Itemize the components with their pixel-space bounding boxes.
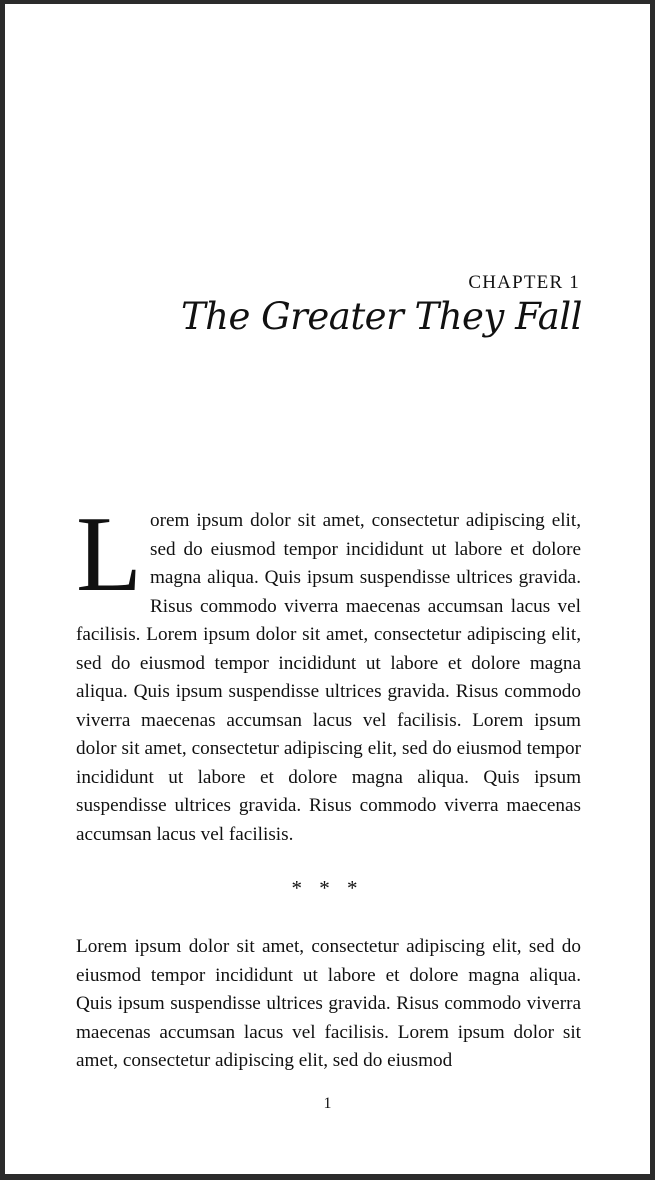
paragraph-1-text: orem ipsum dolor sit amet, consectetur adipiscing elit, sed do eiusmod tempor incididunt ut labore et dolore magna aliqua. Quis ipsum suspendisse ultrices gravida. Risus commodo viverra maecenas accumsan lacus vel facilisis. Lorem ipsum dolor sit amet, consectetur adipiscing elit, sed do eiusmod tempor incididunt ut labore et dolore magna aliqua. Quis ipsum suspendisse ultrices gravida. Risus commodo viverra maecenas accumsan lacus vel facilisis. Lorem ipsum dolor sit amet, consectetur adipiscing elit, sed do eiusmod tempor incididunt ut labore et dolore magna aliqua. Quis ipsum suspendisse ultrices gravida. Risus commodo viverra maecenas accumsan lacus vel facilisis. — [76, 510, 581, 845]
scene-break: * * * — [291, 876, 364, 900]
drop-cap: L — [76, 495, 142, 614]
chapter-title: The Greater They Fall — [180, 295, 582, 338]
paragraph-2: Lorem ipsum dolor sit amet, consectetur adipiscing elit, sed do eiusmod tempor incididunt ut labore et dolore magna aliqua. Quis ipsum suspendisse ultrices gravida. Risus commodo viverra maecenas accumsan lacus vel facilisis. Lorem ipsum dolor sit amet, consectetur adipiscing elit, sed do eiusmod — [76, 936, 581, 1071]
page-number: 1 — [323, 1095, 332, 1112]
paragraph-1 — [76, 495, 581, 849]
book-page — [5, 4, 650, 1174]
chapter-label: CHAPTER 1 — [468, 272, 580, 293]
